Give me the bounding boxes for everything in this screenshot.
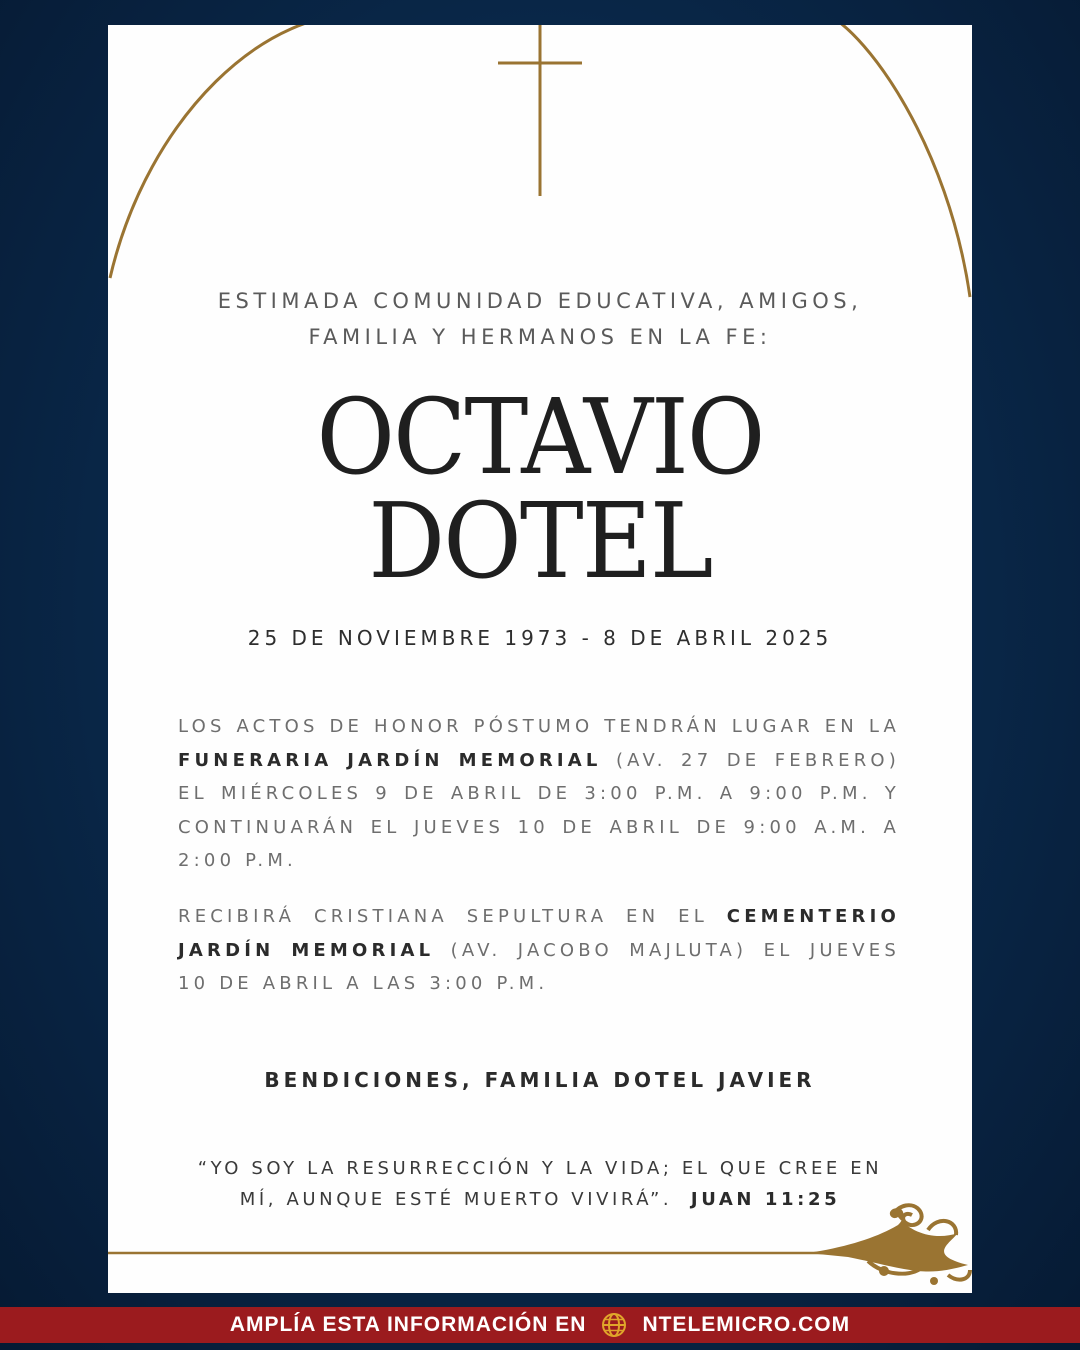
last-name: DOTEL: [368, 480, 712, 602]
deceased-name: [143, 376, 938, 602]
paragraph1-text-a: LOS ACTOS DE HONOR PÓSTUMO TENDRÁN LUGAR EN LA: [178, 716, 900, 737]
paragraph2-text-a: RECIBIRÁ CRISTIANA SEPULTURA EN EL: [178, 906, 727, 927]
footer-site-link[interactable]: NTELEMICRO.COM: [642, 1313, 851, 1336]
first-name: OCTAVIO: [316, 376, 764, 498]
paragraph1-text-b: (AV. 27 DE FEBRERO) EL MIÉRCOLES 9 DE ABRIL DE 3:00 P.M. A 9:00 P.M. Y CONTINUARÁN EL JUEVES 10 DE ABRIL DE 9:00 A.M. A 2:00 P.M.: [178, 749, 900, 871]
footer-lead-text: AMPLÍA ESTA INFORMACIÓN EN: [229, 1313, 587, 1336]
quote-text: “YO SOY LA RESURRECCIÓN Y LA VIDA; EL QUE CREE EN MÍ, AUNQUE ESTÉ MUERTO VIVIRÁ”.: [197, 1158, 883, 1210]
bible-quote: [188, 1153, 892, 1215]
obituary-card: [108, 25, 972, 1293]
honor-acts-paragraph: [178, 710, 900, 878]
burial-paragraph: [178, 900, 900, 1001]
greeting-line-1: ESTIMADA COMUNIDAD EDUCATIVA, AMIGOS,: [217, 289, 863, 313]
quote-reference: JUAN 11:25: [690, 1189, 841, 1210]
greeting-line-2: FAMILIA Y HERMANOS EN LA FE:: [308, 325, 772, 349]
life-dates: 25 DE NOVIEMBRE 1973 - 8 DE ABRIL 2025: [247, 626, 833, 650]
cemetery-name: CEMENTERIO JARDÍN MEMORIAL: [178, 906, 900, 961]
paragraph2-text-b: (AV. JACOBO MAJLUTA) EL JUEVES 10 DE ABRIL A LAS 3:00 P.M.: [178, 939, 900, 994]
decorative-frame: [108, 25, 972, 1293]
funeral-home-name: FUNERARIA JARDÍN MEMORIAL: [178, 749, 602, 771]
flourish-ornament-icon: [808, 1205, 970, 1285]
greeting-text: [108, 283, 972, 355]
footer-banner: [0, 1307, 1080, 1343]
globe-icon: [600, 1311, 628, 1339]
cross-icon: [498, 25, 582, 196]
family-signature: BENDICIONES, FAMILIA DOTEL JAVIER: [264, 1068, 816, 1092]
